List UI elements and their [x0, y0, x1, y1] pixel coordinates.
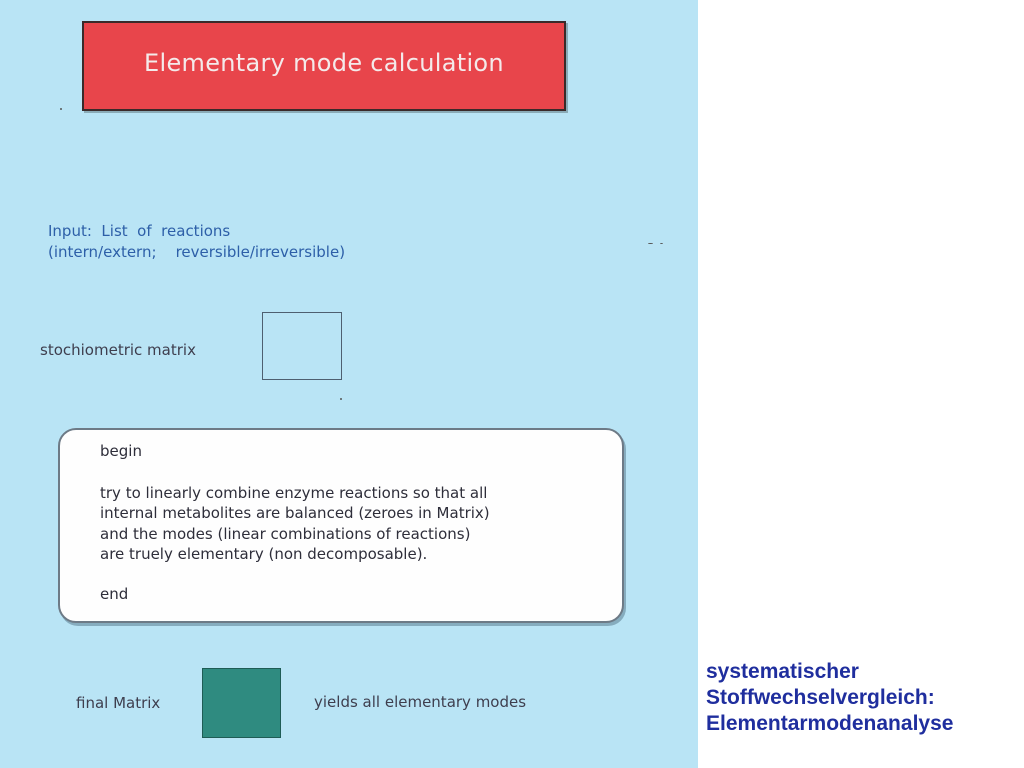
scan-speck	[60, 108, 62, 110]
stochiometric-matrix-box	[262, 312, 342, 380]
scan-speck	[340, 398, 342, 400]
final-matrix-box	[202, 668, 281, 738]
title-box	[82, 21, 566, 111]
algorithm-begin: begin	[100, 442, 142, 460]
scan-speck	[660, 243, 663, 244]
algorithm-line: internal metabolites are balanced (zeroes in Matrix)	[100, 504, 490, 522]
algorithm-line: and the modes (linear combinations of reactions)	[100, 525, 471, 543]
input-details: (intern/extern; reversible/irreversible)	[48, 243, 346, 261]
slide-title: Elementary mode calculation	[144, 49, 504, 77]
input-heading: Input: List of reactions	[48, 222, 231, 240]
caption-line: Elementarmodenanalyse	[706, 712, 954, 735]
algorithm-end: end	[100, 585, 129, 603]
algorithm-box	[58, 428, 624, 623]
caption-line: Stoffwechselvergleich:	[706, 686, 935, 709]
algorithm-line: try to linearly combine enzyme reactions so that all	[100, 484, 488, 502]
scan-speck	[648, 243, 653, 244]
caption-line: systematischer	[706, 660, 859, 683]
algorithm-line: are truely elementary (non decomposable).	[100, 545, 428, 563]
final-matrix-label: final Matrix	[76, 694, 161, 712]
yields-label: yields all elementary modes	[314, 693, 527, 711]
stochiometric-matrix-label: stochiometric matrix	[40, 341, 196, 359]
caption	[706, 659, 953, 737]
